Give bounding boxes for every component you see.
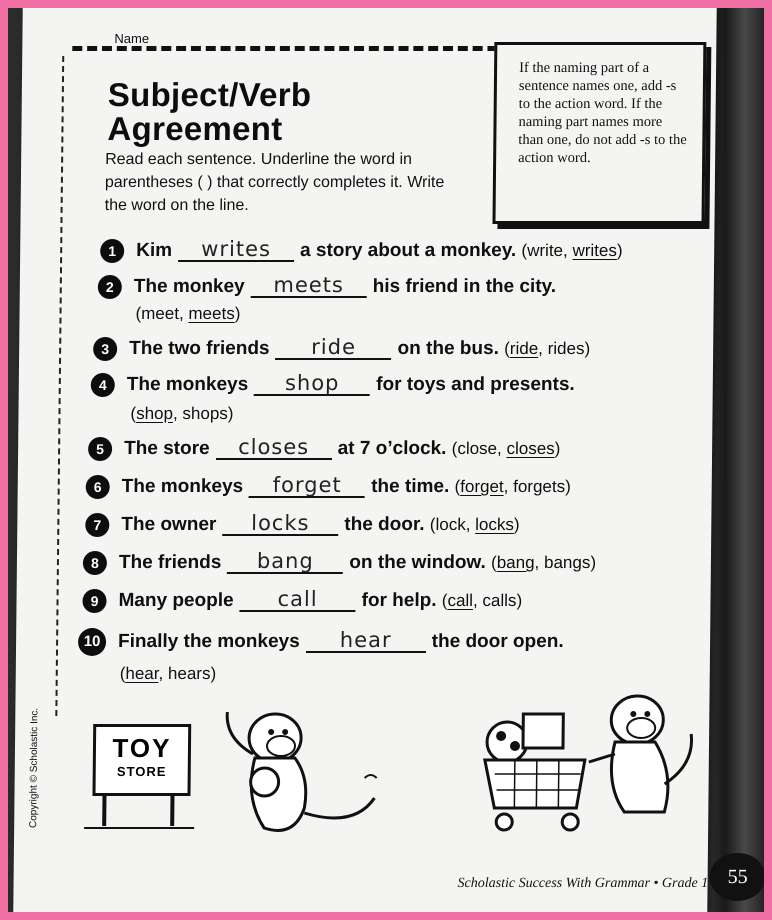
question-10 (78, 628, 564, 656)
question-number: 5 (88, 437, 112, 461)
choice-a[interactable]: forget (460, 477, 504, 496)
question-5 (88, 436, 561, 461)
cart-monkey-illustration (464, 684, 706, 844)
question-9 (82, 588, 522, 613)
sentence-start: Many people (118, 590, 234, 611)
answer-blank[interactable]: hear (306, 629, 426, 653)
choice-a[interactable]: hear (125, 664, 159, 683)
choice-b[interactable]: shops (182, 404, 228, 423)
left-dashed-line (55, 56, 64, 716)
question-number: 7 (85, 513, 109, 537)
sentence-start: The owner (121, 514, 217, 535)
monkeys-illustration (204, 698, 406, 848)
sign-line-1: TOY (112, 733, 172, 763)
title-line-2: Agreement (107, 110, 283, 147)
word-choices: (write, writes) (521, 241, 623, 260)
question-number: 1 (100, 239, 124, 263)
word-choices: (call, calls) (441, 591, 523, 610)
sentence-end: the time. (371, 476, 450, 497)
choice-b[interactable]: closes (506, 439, 555, 458)
sentence-end: the door. (344, 514, 425, 535)
title-line-1: Subject/Verb (107, 76, 312, 113)
instructions: Read each sentence. Underline the word in parentheses ( ) that correctly completes it. Write the word on the line. (104, 151, 445, 214)
question-2 (98, 274, 556, 299)
question-3 (93, 336, 590, 361)
question-number: 2 (98, 275, 122, 299)
sentence-start: Finally the monkeys (117, 631, 300, 653)
choice-b[interactable]: hears (167, 664, 211, 683)
sign-line-2: STORE (116, 764, 167, 779)
page-title (107, 78, 311, 146)
sentence-start: The monkeys (121, 476, 244, 497)
choice-b[interactable]: rides (547, 339, 585, 358)
question-1 (100, 238, 623, 263)
choice-a[interactable]: write (527, 241, 564, 260)
word-choices: (forget, forgets) (454, 477, 571, 496)
sentence-end: the door open. (431, 631, 564, 653)
answer-blank[interactable]: forget (249, 474, 365, 498)
choice-b[interactable]: forgets (513, 477, 566, 496)
answer-blank[interactable]: shop (254, 372, 370, 396)
answer-blank[interactable]: locks (222, 512, 338, 536)
choice-a[interactable]: bang (496, 553, 535, 572)
sentence-end: for toys and presents. (376, 374, 575, 395)
word-choices: (lock, locks) (429, 515, 520, 534)
rule-box (492, 42, 706, 224)
sentence-end: on the window. (349, 552, 486, 573)
answer-blank[interactable]: call (239, 588, 355, 612)
top-dashed-line (72, 46, 512, 51)
footer-text: Scholastic Success With Grammar • Grade 1 (457, 876, 709, 891)
question-4-choices: (shop, shops) (130, 404, 234, 423)
question-2-choices: (meet, meets) (135, 304, 241, 323)
answer-blank[interactable]: ride (275, 336, 391, 360)
page-number: 55 (709, 853, 764, 901)
answer-blank[interactable]: closes (216, 436, 332, 460)
question-number: 4 (91, 373, 115, 397)
sentence-start: The two friends (129, 338, 270, 359)
choice-a[interactable]: ride (509, 339, 539, 358)
answer-blank[interactable]: writes (178, 238, 294, 262)
question-number: 9 (82, 589, 106, 613)
sentence-end: a story about a monkey. (299, 240, 517, 261)
rule-text: If the naming part of a sentence names one, add -s to the action word. If the naming part names more than one, do not add -s to the action word. (518, 60, 687, 166)
question-7 (85, 512, 520, 537)
name-label: Name (114, 31, 150, 46)
sentence-end: on the bus. (397, 338, 500, 359)
sign-post-illustration (74, 708, 205, 838)
sentence-start: The store (124, 438, 210, 459)
sentence-start: Kim (136, 240, 173, 261)
word-choices: (bang, bangs) (491, 553, 597, 572)
choice-b[interactable]: calls (482, 591, 517, 610)
question-6 (86, 474, 571, 499)
choice-b[interactable]: bangs (543, 553, 591, 572)
worksheet-page (13, 8, 748, 912)
copyright-text: Copyright © Scholastic Inc. (28, 707, 41, 828)
word-choices: (close, closes) (451, 439, 561, 458)
question-number: 10 (78, 628, 106, 656)
answer-blank[interactable]: bang (227, 550, 343, 574)
choice-a[interactable]: meet (141, 304, 180, 323)
sentence-end: for help. (361, 590, 437, 611)
question-number: 6 (86, 475, 110, 499)
choice-a[interactable]: call (447, 591, 474, 610)
question-4 (91, 372, 575, 397)
sentence-end: at 7 o’clock. (337, 438, 447, 459)
choice-a[interactable]: lock (435, 515, 466, 534)
sentence-end: his friend in the city. (372, 276, 557, 297)
word-choices: (ride, rides) (504, 339, 591, 358)
photo-frame (8, 8, 764, 912)
question-10-choices: (hear, hears) (119, 664, 217, 683)
question-8 (83, 550, 596, 575)
answer-blank[interactable]: meets (251, 274, 367, 298)
choice-b[interactable]: meets (188, 304, 235, 323)
sentence-start: The monkeys (126, 374, 249, 395)
sentence-start: The monkey (133, 276, 245, 297)
choice-a[interactable]: shop (136, 404, 174, 423)
sentence-start: The friends (118, 552, 222, 573)
choice-b[interactable]: locks (475, 515, 515, 534)
question-number: 8 (83, 551, 107, 575)
choice-b[interactable]: writes (572, 241, 618, 260)
choice-a[interactable]: close (457, 439, 498, 458)
question-number: 3 (93, 337, 117, 361)
